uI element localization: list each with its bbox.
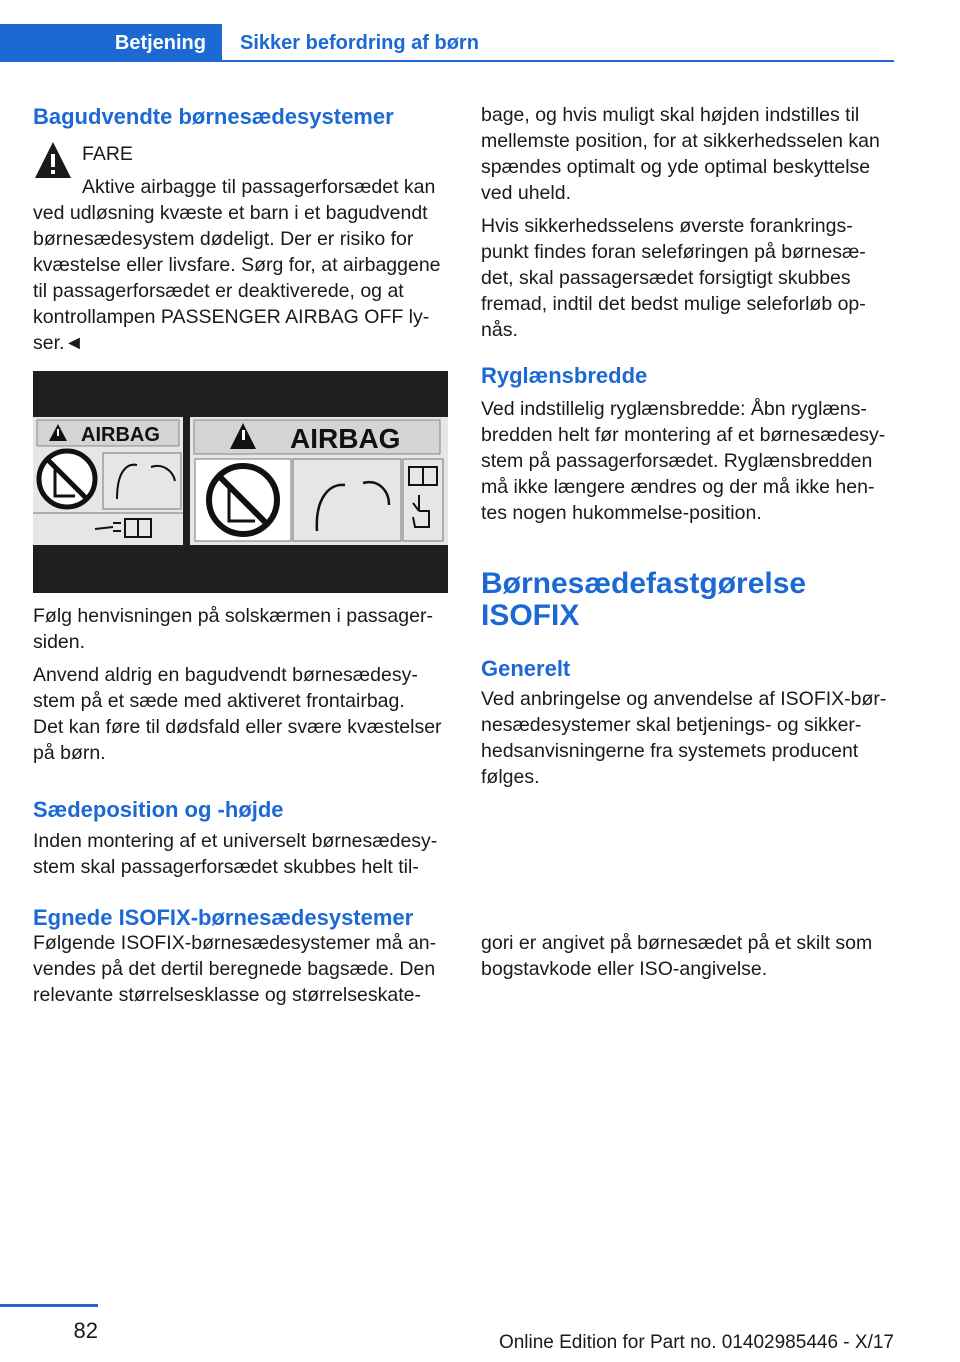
tab-betjening[interactable]: Betjening	[0, 24, 222, 62]
paragraph-line: Ved anbringelse og anvendelse af ISOFIX-bør-	[481, 688, 887, 710]
paragraph-line: spændes optimalt og yde optimal beskyttelse	[481, 156, 871, 178]
heading-ryglaensbredde: Ryglænsbredde	[481, 363, 648, 388]
paragraph-line: fremad, indtil det bedst mulige seleforløb op-	[481, 293, 866, 315]
warning-text-line: børnesædesystem dødeligt. Der er risiko for	[33, 228, 414, 250]
paragraph-line: på børn.	[33, 742, 106, 764]
paragraph-line: bage, og hvis muligt skal højden indstilles til	[481, 104, 860, 126]
paragraph-line: siden.	[33, 631, 86, 653]
paragraph-line: Ved indstillelig ryglænsbredde: Åbn ryglæns-	[481, 398, 867, 420]
paragraph-line: Inden montering af et universelt børnesædesy-	[33, 830, 438, 852]
heading-bagudvendte: Bagudvendte børnesædesystemer	[33, 104, 394, 129]
warning-text-line: kontrollampen PASSENGER AIRBAG OFF ly-	[33, 306, 430, 328]
paragraph-line: tes nogen hukommelse-position.	[481, 502, 762, 524]
paragraph-line: må ikke længere ændres og der må ikke hen-	[481, 476, 875, 498]
paragraph-line: stem skal passagerforsædet skubbes helt til-	[33, 856, 419, 878]
paragraph-line: hedsanvisningerne fra systemets producent	[481, 740, 859, 762]
heading-egnede-isofix: Egnede ISOFIX-børnesædesystemer	[33, 905, 414, 930]
paragraph-line: nesædesystemer skal betjenings- og sikker-	[481, 714, 862, 736]
paragraph-line: stem på passagerforsædet. Ryglænsbredden	[481, 450, 873, 472]
warning-triangle-icon	[33, 140, 73, 184]
airbag-small-text: AIRBAG	[81, 424, 160, 446]
paragraph-line: følges.	[481, 766, 540, 788]
paragraph-line: bogstavkode eller ISO-angivelse.	[481, 958, 768, 980]
warning-text-line: til passagerforsædet er deaktiverede, og at	[33, 280, 404, 302]
page-number: 82	[73, 1318, 98, 1343]
paragraph-line: bredden helt før montering af et børnesædesy-	[481, 424, 886, 446]
warning-text-line: Aktive airbagge til passagerforsædet kan	[82, 176, 436, 198]
airbag-large-text: AIRBAG	[290, 423, 401, 454]
header-rule	[222, 60, 894, 62]
paragraph-line: Følg henvisningen på solskærmen i passager-	[33, 605, 433, 627]
heading-saedeposition: Sædeposition og -højde	[33, 797, 284, 822]
heading-isofix: ISOFIX	[481, 599, 580, 632]
header	[0, 0, 960, 62]
warning-text-line: ved udløsning kvæste et barn i et bagudvendt	[33, 202, 428, 224]
paragraph-line: stem på et sæde med aktiveret frontairbag.	[33, 690, 405, 712]
paragraph-line: gori er angivet på børnesædet på et skilt som	[481, 932, 873, 954]
paragraph-line: Anvend aldrig en bagudvendt børnesædesy-	[33, 664, 418, 686]
paragraph-line: punkt findes foran seleføringen på børnesæ-	[481, 241, 866, 263]
warning-label: FARE	[82, 143, 133, 165]
footer-rule	[0, 1304, 98, 1307]
paragraph-line: nås.	[481, 319, 518, 341]
paragraph-line: Hvis sikkerhedsselens øverste forankrings-	[481, 215, 853, 237]
paragraph-line: relevante størrelsesklasse og størrelseskate-	[33, 984, 421, 1006]
paragraph-line: Det kan føre til dødsfald eller svære kvæstelser	[33, 716, 442, 738]
heading-boernesaedefastgoerelse: Børnesædefastgørelse	[481, 567, 807, 600]
warning-text-line: kvæstelse eller livsfare. Sørg for, at airbaggene	[33, 254, 441, 276]
airbag-sticker-illustration	[33, 371, 448, 593]
paragraph-line: ved uheld.	[481, 182, 571, 204]
paragraph-line: det, skal passagersædet forsigtigt skubbes	[481, 267, 851, 289]
warning-text-line: ser.◄	[33, 332, 84, 354]
tab-sikker-befordring[interactable]: Sikker befordring af børn	[240, 31, 479, 54]
paragraph-line: vendes på det dertil beregnede bagsæde. Den	[33, 958, 436, 980]
paragraph-line: mellemste position, for at sikkerhedsselen kan	[481, 130, 880, 152]
airbag-label-image	[33, 371, 448, 593]
heading-generelt: Generelt	[481, 656, 571, 681]
paragraph-line: Følgende ISOFIX-børnesædesystemer må an-	[33, 932, 437, 954]
edition-note: Online Edition for Part no. 01402985446 - X/17	[498, 1332, 894, 1353]
